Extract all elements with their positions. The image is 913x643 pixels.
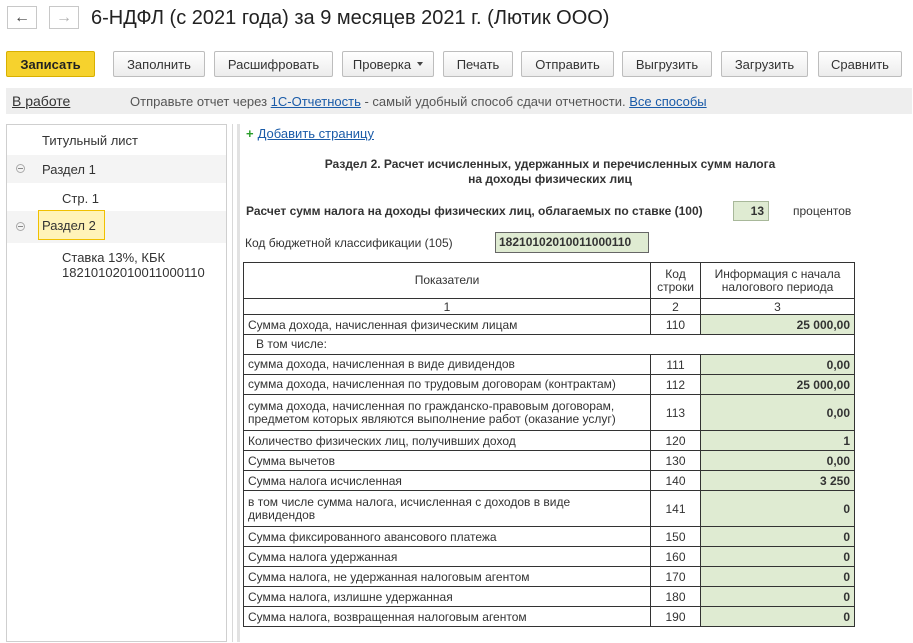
table-row — [244, 451, 855, 471]
row-code: 170 — [651, 567, 701, 587]
kbk-label: Код бюджетной классификации (105) — [245, 236, 453, 250]
chevron-down-icon — [417, 62, 423, 66]
tree-item-kbk: 18210102010011000110 — [62, 265, 205, 280]
column-header-indicators: Показатели — [244, 263, 651, 299]
indicators-table — [243, 262, 855, 627]
row-code: 140 — [651, 471, 701, 491]
row-label: Сумма вычетов — [244, 451, 651, 471]
row-label: сумма дохода, начисленная по трудовым договорам (контрактам) — [244, 375, 651, 395]
row-code: 130 — [651, 451, 701, 471]
row-value[interactable]: 0 — [701, 607, 855, 627]
row-value[interactable]: 25 000,00 — [701, 315, 855, 335]
table-row — [244, 395, 855, 431]
tree-item-rate-13[interactable] — [7, 246, 226, 286]
row-value[interactable]: 0 — [701, 587, 855, 607]
row-value[interactable]: 3 250 — [701, 471, 855, 491]
row-code: 190 — [651, 607, 701, 627]
row-code: 141 — [651, 491, 701, 527]
back-button[interactable] — [7, 6, 37, 29]
row-value[interactable]: 1 — [701, 431, 855, 451]
row-label: сумма дохода, начисленная по гражданско-правовым договорам, предметом которых являются выполнение работ (оказание услуг) — [244, 395, 651, 431]
send-button[interactable]: Отправить — [521, 51, 614, 77]
print-button[interactable]: Печать — [443, 51, 513, 77]
row-value[interactable]: 0,00 — [701, 395, 855, 431]
table-row — [244, 587, 855, 607]
table-row — [244, 527, 855, 547]
fill-button[interactable]: Заполнить — [113, 51, 205, 77]
collapse-icon[interactable] — [16, 222, 25, 231]
row-value[interactable]: 0,00 — [701, 451, 855, 471]
row-label: В том числе: — [244, 335, 855, 355]
row-value[interactable]: 0,00 — [701, 355, 855, 375]
row-code: 160 — [651, 547, 701, 567]
collapse-icon[interactable] — [16, 164, 25, 173]
table-row — [244, 355, 855, 375]
kbk-field[interactable]: 18210102010011000110 — [495, 232, 649, 253]
tree-item-label: Ставка 13%, КБК — [62, 250, 166, 265]
row-value[interactable]: 25 000,00 — [701, 375, 855, 395]
info-text-middle: - самый удобный способ сдачи отчетности. — [360, 94, 630, 109]
section-heading-line1: Раздел 2. Расчет исчисленных, удержанных и перечисленных сумм налога — [324, 157, 776, 171]
column-header-code: Код строки — [651, 263, 701, 299]
table-row — [244, 431, 855, 451]
check-button-label: Проверка — [352, 56, 412, 72]
row-label: Сумма налога удержанная — [244, 547, 651, 567]
tree-item-label: Раздел 2 — [42, 218, 96, 233]
pane-divider[interactable] — [232, 124, 233, 642]
import-button[interactable]: Загрузить — [721, 51, 808, 77]
row-label: Сумма дохода, начисленная физическим лицам — [244, 315, 651, 335]
row-label: Сумма налога, не удержанная налоговым агентом — [244, 567, 651, 587]
write-button[interactable]: Записать — [6, 51, 95, 77]
row-value[interactable]: 0 — [701, 527, 855, 547]
tree-item-label: Титульный лист — [42, 133, 139, 148]
table-row — [244, 335, 855, 355]
info-message — [130, 94, 707, 109]
row-code: 111 — [651, 355, 701, 375]
info-text-prefix: Отправьте отчет через — [130, 94, 271, 109]
tree-item-title-page[interactable] — [7, 126, 226, 154]
arrow-right-icon: → — [56, 8, 72, 26]
table-row — [244, 547, 855, 567]
table-row — [244, 471, 855, 491]
column-header-info: Информация с начала налогового периода — [701, 263, 855, 299]
row-label: Сумма налога исчисленная — [244, 471, 651, 491]
row-code: 112 — [651, 375, 701, 395]
arrow-left-icon: ← — [14, 8, 30, 26]
tree-item-label: Стр. 1 — [62, 191, 100, 206]
row-label: Сумма налога, излишне удержанная — [244, 587, 651, 607]
row-code: 150 — [651, 527, 701, 547]
row-code: 120 — [651, 431, 701, 451]
section-tree — [6, 124, 227, 642]
tree-item-section-2-selected[interactable] — [38, 210, 105, 240]
form-margin-bar — [237, 124, 240, 642]
row-label: сумма дохода, начисленная в виде дивидендов — [244, 355, 651, 375]
decode-button[interactable]: Расшифровать — [214, 51, 333, 77]
row-code: 180 — [651, 587, 701, 607]
table-row — [244, 607, 855, 627]
compare-button[interactable]: Сравнить — [818, 51, 902, 77]
table-row — [244, 567, 855, 587]
tree-item-page-1[interactable] — [7, 184, 226, 212]
section-heading — [270, 157, 830, 187]
row-value[interactable]: 0 — [701, 567, 855, 587]
plus-icon: + — [246, 126, 254, 141]
tree-item-label: Раздел 1 — [42, 162, 96, 177]
check-dropdown-button[interactable] — [342, 51, 434, 77]
info-bar — [6, 88, 912, 114]
row-label: Сумма фиксированного авансового платежа — [244, 527, 651, 547]
row-label: Сумма налога, возвращенная налоговым агентом — [244, 607, 651, 627]
window-title: 6-НДФЛ (с 2021 года) за 9 месяцев 2021 г. (Лютик ООО) — [91, 7, 610, 29]
row-label: в том числе сумма налога, исчисленная с доходов в виде дивидендов — [244, 491, 651, 527]
forward-button[interactable] — [49, 6, 79, 29]
column-number: 2 — [651, 299, 701, 315]
add-page-link[interactable] — [246, 126, 374, 141]
row-value[interactable]: 0 — [701, 547, 855, 567]
row-code: 113 — [651, 395, 701, 431]
row-label: Количество физических лиц, получивших доход — [244, 431, 651, 451]
rate-unit: процентов — [793, 204, 852, 218]
table-row — [244, 375, 855, 395]
add-page-label: Добавить страницу — [257, 126, 374, 141]
section-heading-line2: на доходы физических лиц — [468, 172, 632, 186]
export-button[interactable]: Выгрузить — [622, 51, 712, 77]
1c-reporting-link[interactable]: 1С-Отчетность — [270, 94, 361, 109]
table-row — [244, 491, 855, 527]
rate-field[interactable]: 13 — [733, 201, 769, 221]
status-link[interactable]: В работе — [12, 93, 71, 109]
rate-label: Расчет сумм налога на доходы физических лиц, облагаемых по ставке (100) — [246, 204, 703, 218]
row-value[interactable]: 0 — [701, 491, 855, 527]
all-methods-link[interactable]: Все способы — [629, 94, 707, 109]
column-number: 1 — [244, 299, 651, 315]
row-code: 110 — [651, 315, 701, 335]
tree-item-section-1[interactable] — [7, 155, 226, 183]
column-number: 3 — [701, 299, 855, 315]
table-row — [244, 315, 855, 335]
